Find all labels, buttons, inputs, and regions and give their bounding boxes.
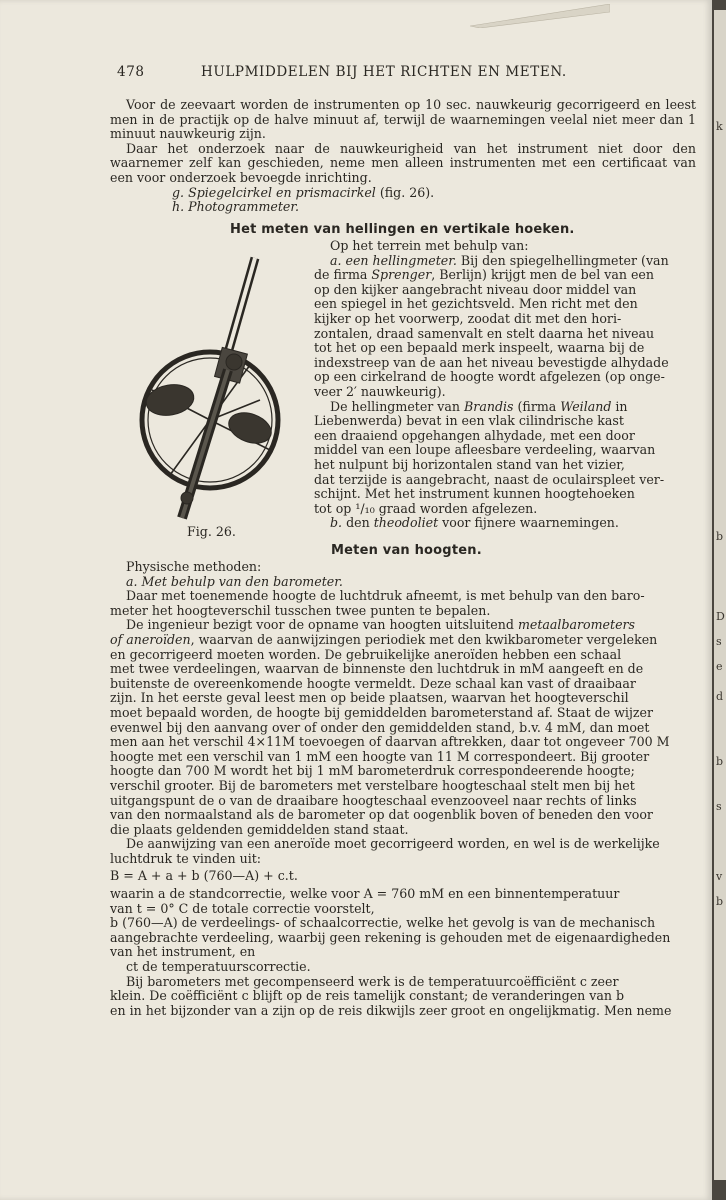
figure-caption: Fig. 26. [187,524,236,539]
text-line: hoogte dan 700 M wordt het bij 1 mM barometerdruk correspondeerende hoogte; [110,763,635,779]
adjacent-page-edge [712,0,726,1200]
section-heading-hellingen: Het meten van hellingen en vertikale hoeken. [230,222,575,237]
running-header [117,64,690,86]
text-line: aangebrachte verdeeling, waarbij geen rekening is gehouden met de eigenaardigheden [110,929,671,945]
margin-fragment: b [716,530,724,543]
margin-fragment: v [716,870,723,883]
barometer-formula: B = A + a + b (760—A) + c.t. [110,868,298,884]
text-line: men aan het verschil 4×11M toevoegen of daarvan aftrekken, daar tot ongeveer 700 M [110,734,670,750]
margin-fragment: k [716,120,723,133]
text-line: van het instrument, en [110,944,256,960]
text-line: De aanwijzing van een aneroïde moet gecorrigeerd worden, en wel is de werkelijke [126,836,660,852]
text-line: waarin a de standcorrectie, welke voor A = 760 mM en een binnentemperatuur [110,886,620,902]
margin-fragment: e [716,660,723,673]
text-line: een spiegel in het gezichtsveld. Men richt met den [314,296,638,312]
text-line: De ingenieur bezigt voor de opname van hoogten uitsluitend metaalbarometers [126,617,636,633]
text-line: van den normaalstand als de barometer op dat oogenblik boven of beneden den voor [110,807,653,823]
text-line: hoogte met een verschil van 1 mM een hoogte van 11 M correspondeert. Bij grooter [110,748,650,764]
text-line: en gecorrigeerd moeten worden. De gebruikelijke aneroïden hebben een schaal [110,646,622,662]
text-line: zijn. In het eerste geval leest men op beide plaatsen, waarvan het hoogteverschil [110,690,629,706]
text-line: Bij barometers met gecompenseerd werk is de temperatuurcoëfficiënt c zeer [126,973,619,989]
text-line: en in het bijzonder van a zijn op de reis dikwijls zeer groot en ongelijkmatig. Men neme [110,1002,672,1018]
text-line: verschil grooter. Bij de barometers met verstelbare hoogteschaal stelt men bij het [110,777,635,793]
text-line: tot het op een bepaald merk inspeelt, waarna bij de [314,340,645,356]
section2-text [110,560,696,1018]
intro-paragraph-1: Voor de zeevaart worden de instrumenten op 10 sec. nauwkeurig gecorrigeerd en leest men in de practijk op de halve minuut af, terwijl de waarnemingen veelal niet meer dan 1 minuut nauwkeurig zijn. [110,97,696,142]
text-line: evenwel bij den aanvang over of onder den gemiddelden stand, b.v. 4 mM, dan moet [110,719,650,735]
text-line: De hellingmeter van Brandis (firma Weiland in [330,398,628,414]
text-line: Daar met toenemende hoogte de luchtdruk afneemt, is met behulp van den baro- [126,588,645,604]
page-corner-curl [470,4,610,28]
text-line: de firma Sprenger, Berlijn) krijgt men de bel van een [314,267,654,283]
text-line: die plaats geldenden gemiddelden stand staat. [110,821,409,837]
text-line: meter het hoogteverschil tusschen twee punten te bepalen. [110,602,491,618]
intro-block [110,98,696,215]
margin-fragment: d [716,690,724,703]
margin-fragment: b [716,895,724,908]
margin-fragment: s [716,635,722,648]
section-heading-hoogten: Meten van hoogten. [331,543,482,558]
intro-paragraph-2: Daar het onderzoek naar de nauwkeurigheid van het instrument niet door den waarnemer zelf kan geschieden, neme men alleen instrumenten met een certificaat van een voor onderzoek bevoegde inrichting. [110,140,696,185]
text-line: middel van een loupe afleesbare verdeeling, waarvan [314,442,656,458]
text-line: dat terzijde is aangebracht, naast de oculairspleet ver- [314,471,665,487]
margin-fragment: s [716,800,722,813]
page-number: 478 [117,64,145,80]
text-line: van t = 0° C de totale correctie voorstelt, [110,900,375,916]
text-line: uitgangspunt de o van de draaibare hoogteschaal evenzooveel naar rechts of links [110,792,637,808]
running-title: HULPMIDDELEN BIJ HET RICHTEN EN METEN. [201,64,567,80]
margin-fragment: b [716,755,724,768]
item-h: h. Photogrammeter. [172,199,300,215]
adjacent-page [714,10,726,1180]
text-line: klein. De coëfficiënt c blijft op de reis tamelijk constant; de veranderingen van b [110,988,625,1004]
text-line: zontalen, draad samenvalt en stelt daarna het niveau [314,325,655,341]
text-line: veer 2′ nauwkeurig). [314,383,446,399]
text-line: luchtdruk te vinden uit: [110,850,262,866]
text-line: op den kijker aangebracht niveau door middel van [314,281,637,297]
text-line: Op het terrein met behulp van: [330,238,529,253]
text-line: tot op ¹/₁₀ graad worden afgelezen. [314,500,538,516]
text-line: een draaiend opgehangen alhydade, met een door [314,427,635,443]
figure-26-instrument [130,250,310,540]
text-line: of aneroïden, waarvan de aanwijzingen periodiek met den kwikbarometer vergeleken [110,631,658,647]
margin-fragment: D [716,610,725,623]
text-line: ct de temperatuurscorrectie. [126,959,311,975]
text-line: op een cirkelrand de hoogte wordt afgelezen (op onge- [314,369,665,385]
text-line: het nulpunt bij horizontalen stand van het vizier, [314,456,625,472]
text-line: indexstreep van de aan het niveau bevestigde alhydade [314,354,669,370]
text-line: a. Met behulp van den barometer. [126,573,343,589]
text-line: b (760—A) de verdeelings- of schaalcorrectie, welke het gevolg is van de mechanisch [110,915,656,931]
text-line: kijker op het voorwerp, zoodat dit met den hori- [314,310,622,326]
text-line: buitenste de overeenkomende hoogte vermeldt. Deze schaal kan vast of draaibaar [110,675,636,691]
text-line: schijnt. Met het instrument kunnen hoogtehoeken [314,486,635,502]
text-line: b. den theodoliet voor fijnere waarnemingen. [330,515,619,531]
text-line: moet bepaald worden, de hoogte bij gemiddelden barometerstand af. Staat de wijzer [110,704,653,720]
item-g: g. Spiegelcirkel en prismacirkel (fig. 26). [172,184,435,200]
section1-text [314,239,696,531]
text-line: Physische methoden: [126,559,262,574]
text-line: Liebenwerda) bevat in een vlak cilindrische kast [314,413,624,429]
text-line: met twee verdeelingen, waarvan de binnenste den luchtdruk in mM aangeeft en de [110,661,644,677]
text-line: a. een hellingmeter. Bij den spiegelhellingmeter (van [330,252,669,268]
